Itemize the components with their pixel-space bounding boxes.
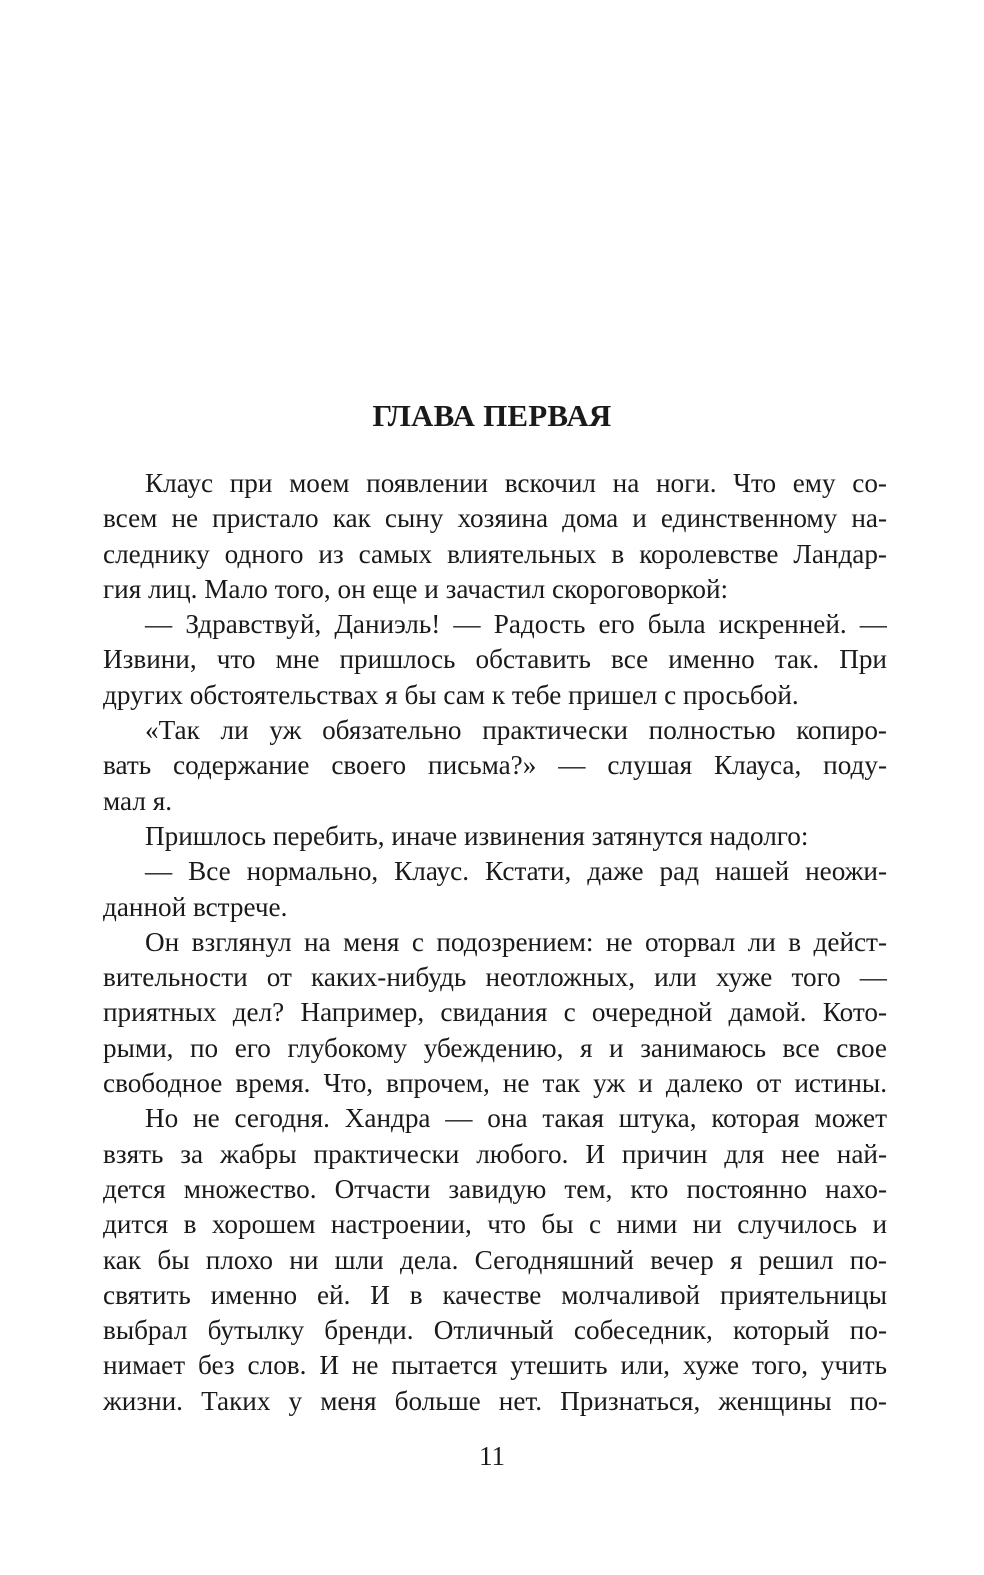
text-line: «Так ли уж обязательно практически полностью копиро- bbox=[145, 715, 887, 746]
body-text bbox=[103, 466, 887, 1419]
text-line: как бы плохо ни шли дела. Сегодняшний вечер я решил по- bbox=[103, 1244, 887, 1275]
chapter-title: ГЛАВА ПЕРВАЯ bbox=[372, 398, 612, 433]
text-line: дется множество. Отчасти завидую тем, кто постоянно нахо- bbox=[103, 1173, 887, 1204]
text-line: Но не сегодня. Хандра — она такая штука, которая может bbox=[145, 1103, 887, 1134]
text-line: других обстоятельствах я бы сам к тебе пришел с просьбой. bbox=[103, 679, 799, 710]
text-line: Клаус при моем появлении вскочил на ноги. Что ему со- bbox=[145, 468, 887, 498]
page-number: 11 bbox=[479, 1441, 505, 1471]
text-line: жизни. Таких у меня больше нет. Признаться, женщины по- bbox=[103, 1385, 887, 1416]
text-line: мал я. bbox=[103, 785, 172, 816]
text-line: Он взглянул на меня с подозрением: не оторвал ли в дейст- bbox=[145, 926, 887, 957]
text-line: Извини, что мне пришлось обставить все именно так. При bbox=[103, 644, 887, 675]
text-line: святить именно ей. И в качестве молчаливой приятельницы bbox=[103, 1279, 887, 1310]
text-line: данной встрече. bbox=[103, 891, 288, 922]
text-line: Пришлось перебить, иначе извинения затянутся надолго: bbox=[145, 820, 809, 851]
text-line: взять за жабры практически любого. И причин для нее най- bbox=[103, 1138, 887, 1169]
text-line: — Все нормально, Клаус. Кстати, даже рад нашей неожи- bbox=[145, 856, 887, 887]
text-line: вать содержание своего письма?» — слушая Клауса, поду- bbox=[103, 750, 887, 781]
text-line: рыми, по его глубокому убеждению, я и занимаюсь все свое bbox=[103, 1032, 887, 1063]
text-line: выбрал бутылку бренди. Отличный собеседник, который по- bbox=[103, 1315, 887, 1346]
text-line: следнику одного из самых влиятельных в королевстве Ландар- bbox=[103, 538, 887, 569]
text-line: приятных дел? Например, свидания с очередной дамой. Кото- bbox=[103, 997, 887, 1028]
text-line: дится в хорошем настроении, что бы с ними ни случилось и bbox=[103, 1209, 887, 1240]
text-line: свободное время. Что, впрочем, не так уж и далеко от истины. bbox=[103, 1068, 887, 1099]
text-line: — Здравствуй, Даниэль! — Радость его была искренней. — bbox=[145, 609, 887, 640]
text-line: нимает без слов. И не пытается утешить или, хуже того, учить bbox=[103, 1350, 887, 1381]
text-line: вительности от каких-нибудь неотложных, или хуже того — bbox=[103, 962, 887, 993]
text-line: всем не пристало как сыну хозяина дома и единственному на- bbox=[103, 503, 887, 534]
text-line: гия лиц. Мало того, он еще и зачастил скороговоркой: bbox=[103, 573, 729, 604]
